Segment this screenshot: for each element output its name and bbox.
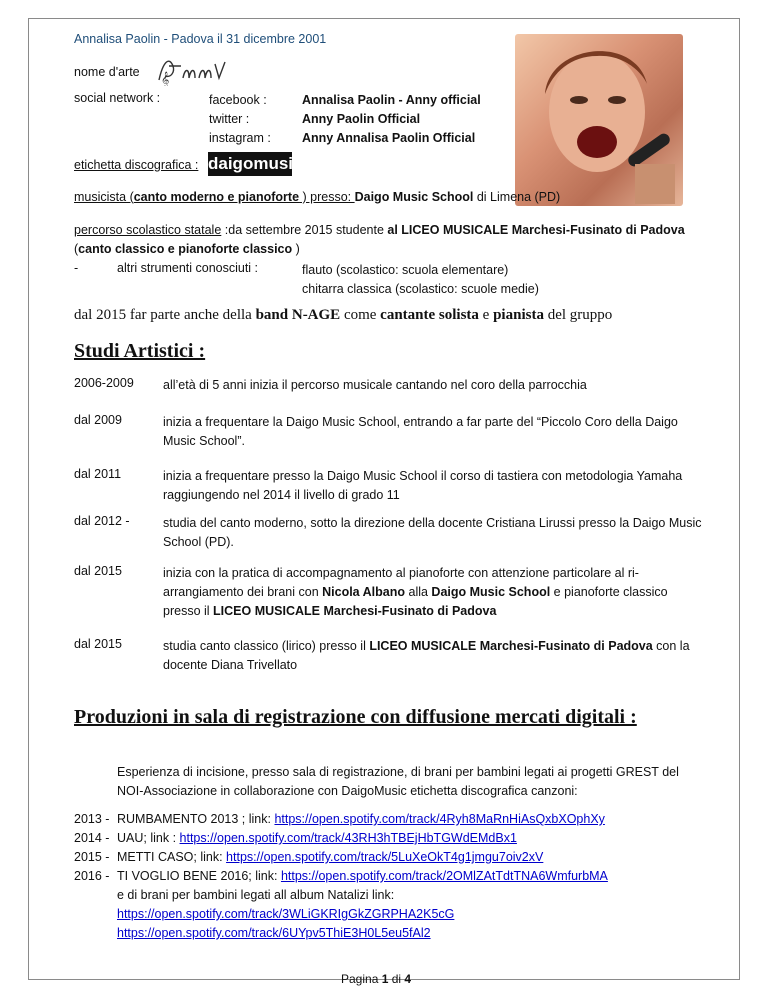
track-label: TI VOGLIO BENE 2016; link: bbox=[117, 869, 281, 883]
instrument-item: chitarra classica (scolastico: scuole medie) bbox=[302, 282, 539, 296]
band-role-pianist: pianista bbox=[493, 307, 544, 323]
spotify-link[interactable]: https://open.spotify.com/track/5LuXeOkT4g1jmgu7oiv2xV bbox=[226, 850, 544, 864]
study-text: studia del canto moderno, sotto la direzione della docente Cristiana Lirussi presso la Daigo Music School (PD). bbox=[163, 516, 702, 549]
track-item bbox=[117, 829, 608, 848]
instruments-label: altri strumenti conosciuti : bbox=[117, 261, 259, 275]
track-year: 2016 - bbox=[74, 869, 110, 883]
band-role-singer: cantante solista bbox=[380, 307, 479, 323]
school-name: Daigo Music School bbox=[431, 585, 551, 599]
track-item bbox=[117, 810, 608, 829]
facebook-label: facebook : bbox=[209, 93, 267, 107]
musician-presso: ) presso: bbox=[299, 190, 355, 204]
spotify-link[interactable]: https://open.spotify.com/track/6UYpv5ThiE3H0L5eu5fAl2 bbox=[117, 926, 431, 940]
study-year: dal 2015 bbox=[74, 564, 122, 578]
school-path-close: ) bbox=[292, 242, 300, 256]
school-path-text: :da settembre 2015 studente bbox=[221, 223, 388, 237]
page-number bbox=[341, 972, 411, 986]
school-path-subjects: canto classico e pianoforte classico bbox=[78, 242, 293, 256]
band-line bbox=[74, 307, 612, 324]
spotify-link[interactable]: https://open.spotify.com/track/43RH3hTBEjHbTGWdEMdBx1 bbox=[179, 831, 517, 845]
svg-text:𝄞: 𝄞 bbox=[161, 72, 170, 86]
christmas-text: e di brani per bambini legati all album Natalizi link: bbox=[117, 888, 395, 902]
band-text: dal 2015 far parte anche della bbox=[74, 307, 256, 323]
track-label: UAU; link : bbox=[117, 831, 180, 845]
daigomusic-logo: daigomusic bbox=[208, 152, 292, 176]
spotify-link[interactable]: https://open.spotify.com/track/3WLiGKRIgGkZGRPHA2K5cG bbox=[117, 907, 455, 921]
study-text: inizia a frequentare la Daigo Music School, entrando a far parte del “Piccolo Coro della Daigo Music School”. bbox=[163, 415, 678, 448]
teacher-name: Nicola Albano bbox=[322, 585, 406, 599]
instruments-list bbox=[302, 261, 539, 299]
social-platforms bbox=[209, 91, 271, 148]
studies-title: Studi Artistici : bbox=[74, 340, 206, 362]
instruments-dash: - bbox=[74, 261, 79, 275]
study-text-part: con la docente Diana Trivellato bbox=[163, 639, 690, 672]
study-text: inizia a frequentare presso la Daigo Music School il corso di tastiera con metodologia Yamaha raggiungendo nel 2014 il livello di grado 11 bbox=[163, 469, 683, 502]
track-year: 2013 - bbox=[74, 812, 110, 826]
band-text: del gruppo bbox=[543, 307, 613, 323]
total-pages: 4 bbox=[404, 972, 412, 986]
band-name: band N-AGE bbox=[255, 307, 341, 323]
track-item bbox=[117, 848, 608, 867]
label-row bbox=[74, 158, 198, 172]
musician-line bbox=[74, 190, 560, 204]
productions-title: Produzioni in sala di registrazione con diffusione mercati digitali : bbox=[74, 706, 637, 728]
study-year: 2006-2009 bbox=[74, 376, 134, 390]
study-text-part: alla bbox=[405, 585, 432, 599]
study-text-part: inizia con la pratica di accompagnamento al pianoforte con attenzione particolare al ri-arrangiamento dei brani con bbox=[163, 566, 639, 599]
author-name: Annalisa Paolin bbox=[74, 32, 161, 46]
school-path bbox=[74, 221, 685, 259]
track-label: RUMBAMENTO 2013 ; link: bbox=[117, 812, 275, 826]
track-item bbox=[117, 867, 608, 886]
study-year: dal 2015 bbox=[74, 637, 122, 651]
singer-photo bbox=[515, 34, 683, 206]
study-text bbox=[163, 564, 708, 621]
place-date: - Padova il 31 dicembre 2001 bbox=[160, 32, 327, 46]
track-year: 2014 - bbox=[74, 831, 110, 845]
band-text: e bbox=[478, 307, 494, 323]
footer-text: Pagina bbox=[341, 972, 382, 986]
study-year: dal 2009 bbox=[74, 413, 122, 427]
twitter-value: Anny Paolin Official bbox=[302, 112, 421, 126]
musician-location: di Limena (PD) bbox=[473, 190, 561, 204]
study-text-part: e pianoforte classico presso il bbox=[163, 585, 668, 618]
stage-name-logo bbox=[153, 52, 233, 89]
band-text: come bbox=[340, 307, 381, 323]
social-values bbox=[302, 91, 481, 148]
track-label: METTI CASO; link: bbox=[117, 850, 227, 864]
header-line bbox=[74, 32, 326, 46]
instagram-label: instagram : bbox=[209, 131, 271, 145]
musician-school: Daigo Music School bbox=[354, 190, 474, 204]
label-label: etichetta discografica : bbox=[74, 158, 199, 172]
study-text-part: studia canto classico (lirico) presso il bbox=[163, 639, 370, 653]
school-name: LICEO MUSICALE Marchesi-Fusinato di Padova bbox=[213, 604, 497, 618]
footer-text: di bbox=[388, 972, 405, 986]
spotify-link[interactable]: https://open.spotify.com/track/2OMlZAtTdtTNA6WmfurbMA bbox=[280, 869, 608, 883]
school-name: LICEO MUSICALE Marchesi-Fusinato di Padova bbox=[369, 639, 653, 653]
study-year: dal 2012 - bbox=[74, 514, 130, 528]
school-path-school: al LICEO MUSICALE Marchesi-Fusinato di Padova bbox=[387, 223, 685, 237]
instrument-item: flauto (scolastico: scuola elementare) bbox=[302, 263, 509, 277]
musician-subjects: canto moderno e pianoforte bbox=[133, 190, 300, 204]
track-years bbox=[74, 810, 109, 886]
study-text bbox=[163, 637, 708, 675]
instagram-value: Anny Annalisa Paolin Official bbox=[302, 131, 476, 145]
track-list bbox=[117, 810, 608, 943]
musician-lead: musicista ( bbox=[74, 190, 134, 204]
school-path-label: percorso scolastico statale bbox=[74, 223, 222, 237]
school-path-open: ( bbox=[74, 242, 79, 256]
spotify-link[interactable]: https://open.spotify.com/track/4Ryh8MaRnHiAsQxbXOphXy bbox=[274, 812, 605, 826]
facebook-value: Annalisa Paolin - Anny official bbox=[302, 93, 481, 107]
study-year: dal 2011 bbox=[74, 467, 122, 481]
study-text: all’età di 5 anni inizia il percorso musicale cantando nel coro della parrocchia bbox=[163, 378, 587, 392]
track-year: 2015 - bbox=[74, 850, 110, 864]
current-page: 1 bbox=[381, 972, 389, 986]
productions-intro: Esperienza di incisione, presso sala di registrazione, di brani per bambini legati ai progetti GREST del NOI-Associazione in collaborazione con DaigoMusic etichetta discografica canzoni: bbox=[117, 765, 679, 798]
twitter-label: twitter : bbox=[209, 112, 250, 126]
stage-name-label: nome d'arte bbox=[74, 65, 140, 79]
social-label: social network : bbox=[74, 91, 161, 105]
